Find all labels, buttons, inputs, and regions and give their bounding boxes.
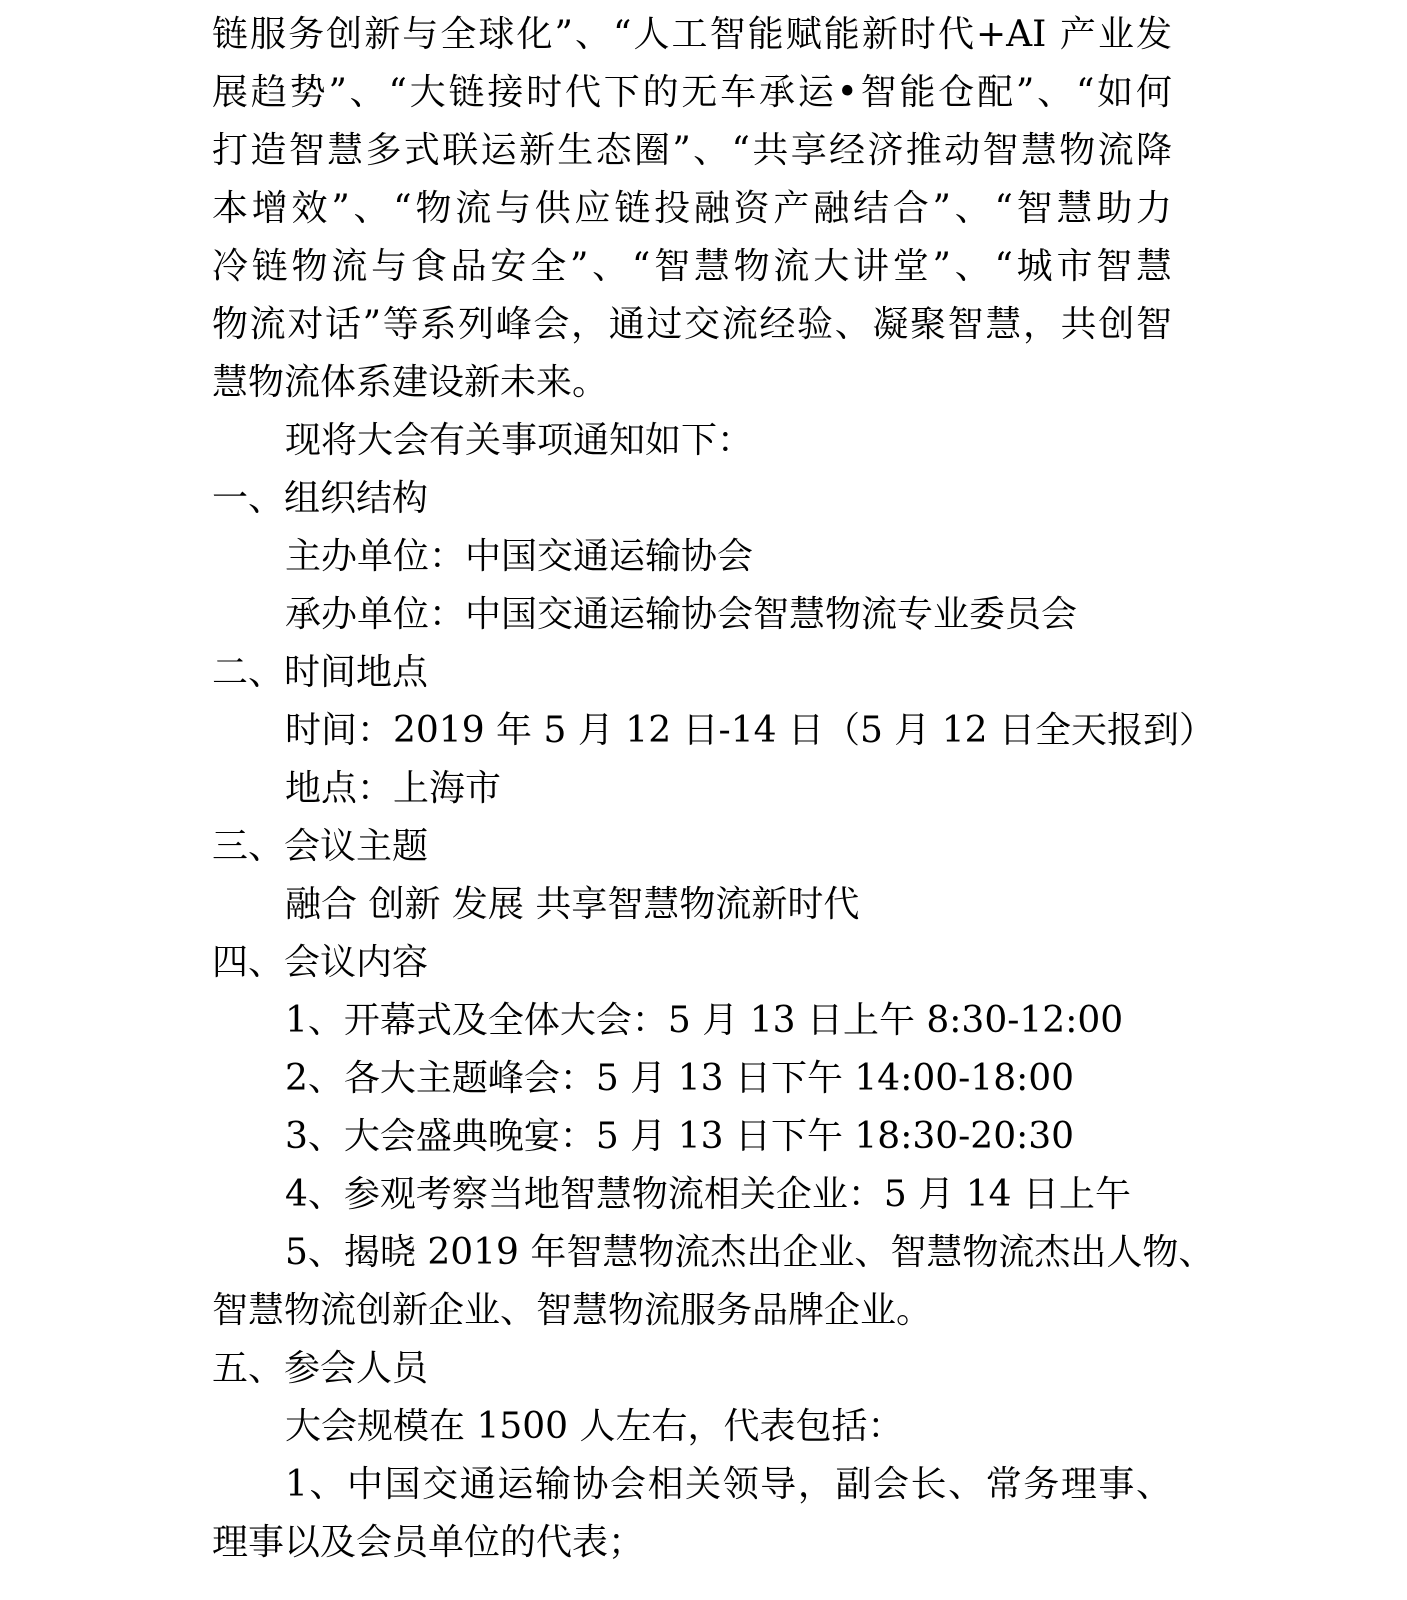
content-item-4: 4、参观考察当地智慧物流相关企业：5 月 14 日上午: [285, 1174, 1131, 1215]
content-item-2: 2、各大主题峰会：5 月 13 日下午 14:00-18:00: [285, 1058, 1075, 1099]
intro-line-7: 慧物流体系建设新未来。: [212, 362, 609, 403]
content-item-1: 1、开幕式及全体大会：5 月 13 日上午 8:30-12:00: [285, 1000, 1124, 1041]
attendee-item-1-line-2: 理事以及会员单位的代表；: [212, 1522, 645, 1563]
intro-line-5: 冷链物流与食品安全”、“智慧物流大讲堂”、“城市智慧: [212, 246, 1172, 287]
intro-line-6: 物流对话”等系列峰会，通过交流经验、凝聚智慧，共创智: [212, 304, 1172, 345]
content-item-5-line-1: 5、揭晓 2019 年智慧物流杰出企业、智慧物流杰出人物、: [285, 1232, 1215, 1273]
intro-line-1: 链服务创新与全球化”、“人工智能赋能新时代+AI 产业发: [212, 14, 1172, 55]
document-page: [212, 6, 1216, 1572]
event-time: 时间：2019 年 5 月 12 日-14 日（5 月 12 日全天报到）: [285, 710, 1216, 751]
content-item-5-line-2: 智慧物流创新企业、智慧物流服务品牌企业。: [212, 1290, 933, 1331]
content-item-3: 3、大会盛典晚宴：5 月 13 日下午 18:30-20:30: [285, 1116, 1075, 1157]
intro-line-2: 展趋势”、“大链接时代下的无车承运•智能仓配”、“如何: [212, 72, 1172, 113]
event-theme: 融合 创新 发展 共享智慧物流新时代: [285, 884, 860, 925]
organizer-unit: 承办单位：中国交通运输协会智慧物流专业委员会: [285, 594, 1078, 635]
notice-line: 现将大会有关事项通知如下：: [285, 420, 754, 461]
section-heading-time-place: 二、时间地点: [212, 652, 429, 693]
host-unit: 主办单位：中国交通运输协会: [285, 536, 754, 577]
intro-line-3: 打造智慧多式联运新生态圈”、“共享经济推动智慧物流降: [212, 130, 1172, 171]
event-place: 地点：上海市: [285, 768, 502, 809]
attendee-item-1-line-1: 1、中国交通运输协会相关领导，副会长、常务理事、: [285, 1464, 1172, 1505]
attendee-scale: 大会规模在 1500 人左右，代表包括：: [285, 1406, 904, 1447]
section-heading-organization: 一、组织结构: [212, 478, 429, 519]
section-heading-attendees: 五、参会人员: [212, 1348, 429, 1389]
section-heading-theme: 三、会议主题: [212, 826, 429, 867]
intro-line-4: 本增效”、“物流与供应链投融资产融结合”、“智慧助力: [212, 188, 1172, 229]
section-heading-content: 四、会议内容: [212, 942, 429, 983]
